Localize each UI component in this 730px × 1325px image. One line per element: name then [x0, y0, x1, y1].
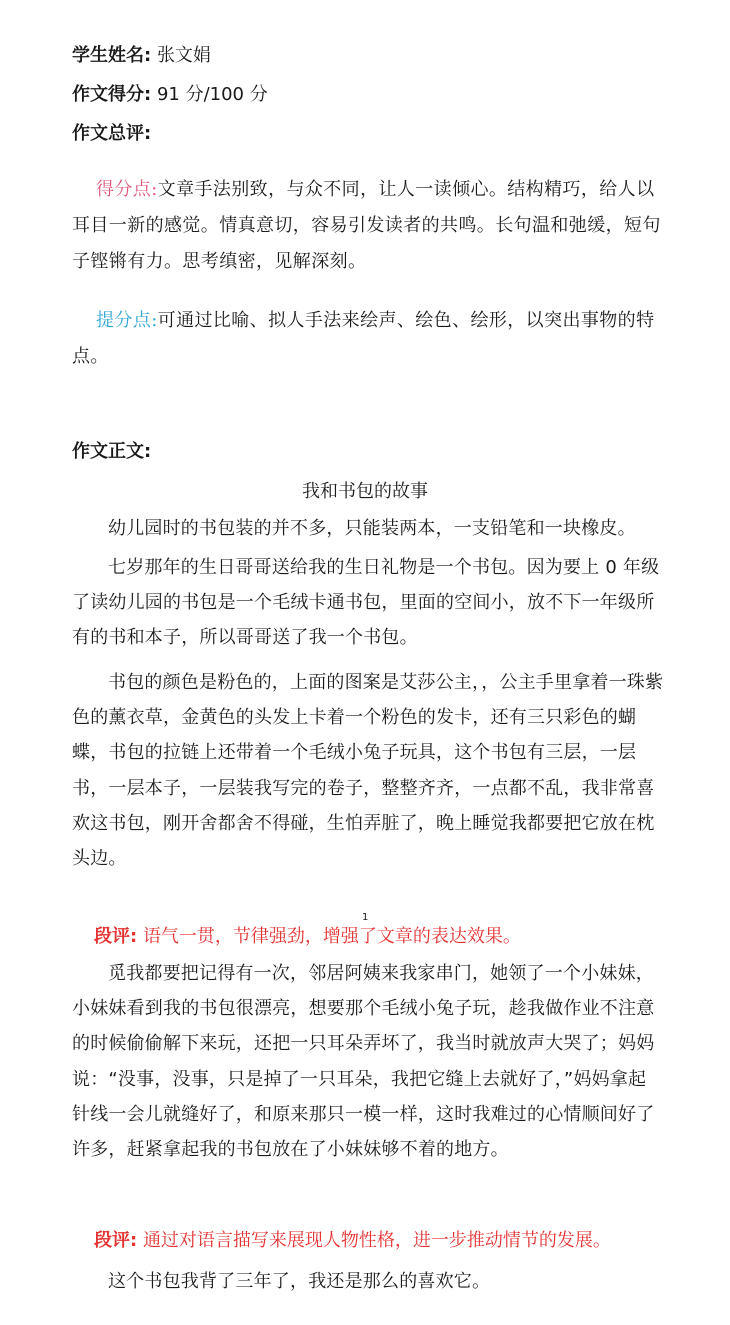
- student-name-value: 张文娟: [156, 45, 211, 66]
- essay-paragraph-5: 这个书包我背了三年了，我还是那么的喜欢它。: [108, 1271, 491, 1292]
- paragraph-comment-1-text: 语气一贯，节律强劲，增强了文章的表达效果。: [142, 926, 521, 947]
- essay-paragraph-1: 幼儿园时的书包装的并不多，只能装两本，一支铅笔和一块橡皮。: [108, 518, 636, 539]
- improvement-tag: 提分点:: [96, 310, 158, 331]
- paragraph-comment-2: [94, 1229, 714, 1253]
- paragraph-comment-2-text: 通过对语言描写来展现人物性格，进一步推动情节的发展。: [142, 1230, 611, 1251]
- strengths-text: 文章手法别致，与众不同，让人一读倾心。结构精巧，给人以耳目一新的感觉。情真意切，容易引发读者的共鸣。长句温和弛缓，短句子铿锵有力。思考缜密，见解深刻。: [72, 179, 661, 272]
- essay-score-line: [72, 83, 268, 107]
- essay-score-label: 作文得分:: [72, 84, 152, 105]
- improvement-text: 可通过比喻、拟人手法来绘声、绘色、绘形，以突出事物的特点。: [72, 310, 655, 367]
- overall-review-heading: [72, 122, 151, 146]
- paragraph-comment-1-label: 段评:: [94, 926, 138, 947]
- paragraph-comment-2-label: 段评:: [94, 1230, 138, 1251]
- essay-paragraph-4: 觅我都要把记得有一次，邻居阿姨来我家串门，她领了一个小妹妹，小妹妹看到我的书包很漂亮，想要那个毛绒小兔子玩，趁我做作业不注意的时候偷偷解下来玩，还把一只耳朵弄坏了，我当时就放声大哭了；妈妈说：“没事，没事，只是掉了一只耳朵，我把它缝上去就好了，”妈妈拿起针线一会儿就缝好了，和原来那只一模一样，这时我难过的心情顺间好了许多，赶紧拿起我的书包放在了小妹妹够不着的地方。: [72, 963, 655, 1161]
- essay-body-heading: [72, 440, 151, 464]
- strengths-comment: [72, 172, 672, 280]
- student-name-line: [72, 44, 211, 68]
- essay-score-value: 91 分/100 分: [156, 84, 268, 105]
- strengths-tag: 得分点:: [96, 179, 158, 200]
- essay-title: 我和书包的故事: [302, 481, 428, 502]
- paragraph-comment-1: [94, 925, 714, 949]
- essay-paragraph-3: 书包的颜色是粉色的，上面的图案是艾莎公主，，公主手里拿着一珠紫色的薰衣草，金黄色的头发上卡着一个粉色的发卡，还有三只彩色的蝴蝶，书包的拉链上还带着一个毛绒小兔子玩具，这个书包有三层，一层书，一层本子，一层装我写完的卷子，整整齐齐，一点都不乱，我非常喜欢这书包，刚开舍都舍不得碰，生怕弄脏了，晚上睡觉我都要把它放在枕头边。: [72, 672, 664, 870]
- student-name-label: 学生姓名:: [72, 45, 152, 66]
- essay-body-label: 作文正文:: [72, 441, 152, 462]
- overall-review-label: 作文总评:: [72, 123, 152, 144]
- essay-paragraph-2: 七岁那年的生日哥哥送给我的生日礼物是一个书包。因为要上 0 年级了读幼儿园的书包是一个毛绒卡通书包，里面的空间小，放不下一年级所有的书和本子，所以哥哥送了我一个书包。: [72, 557, 660, 649]
- footnote-mark: 1: [362, 912, 369, 923]
- improvement-comment: [72, 303, 672, 375]
